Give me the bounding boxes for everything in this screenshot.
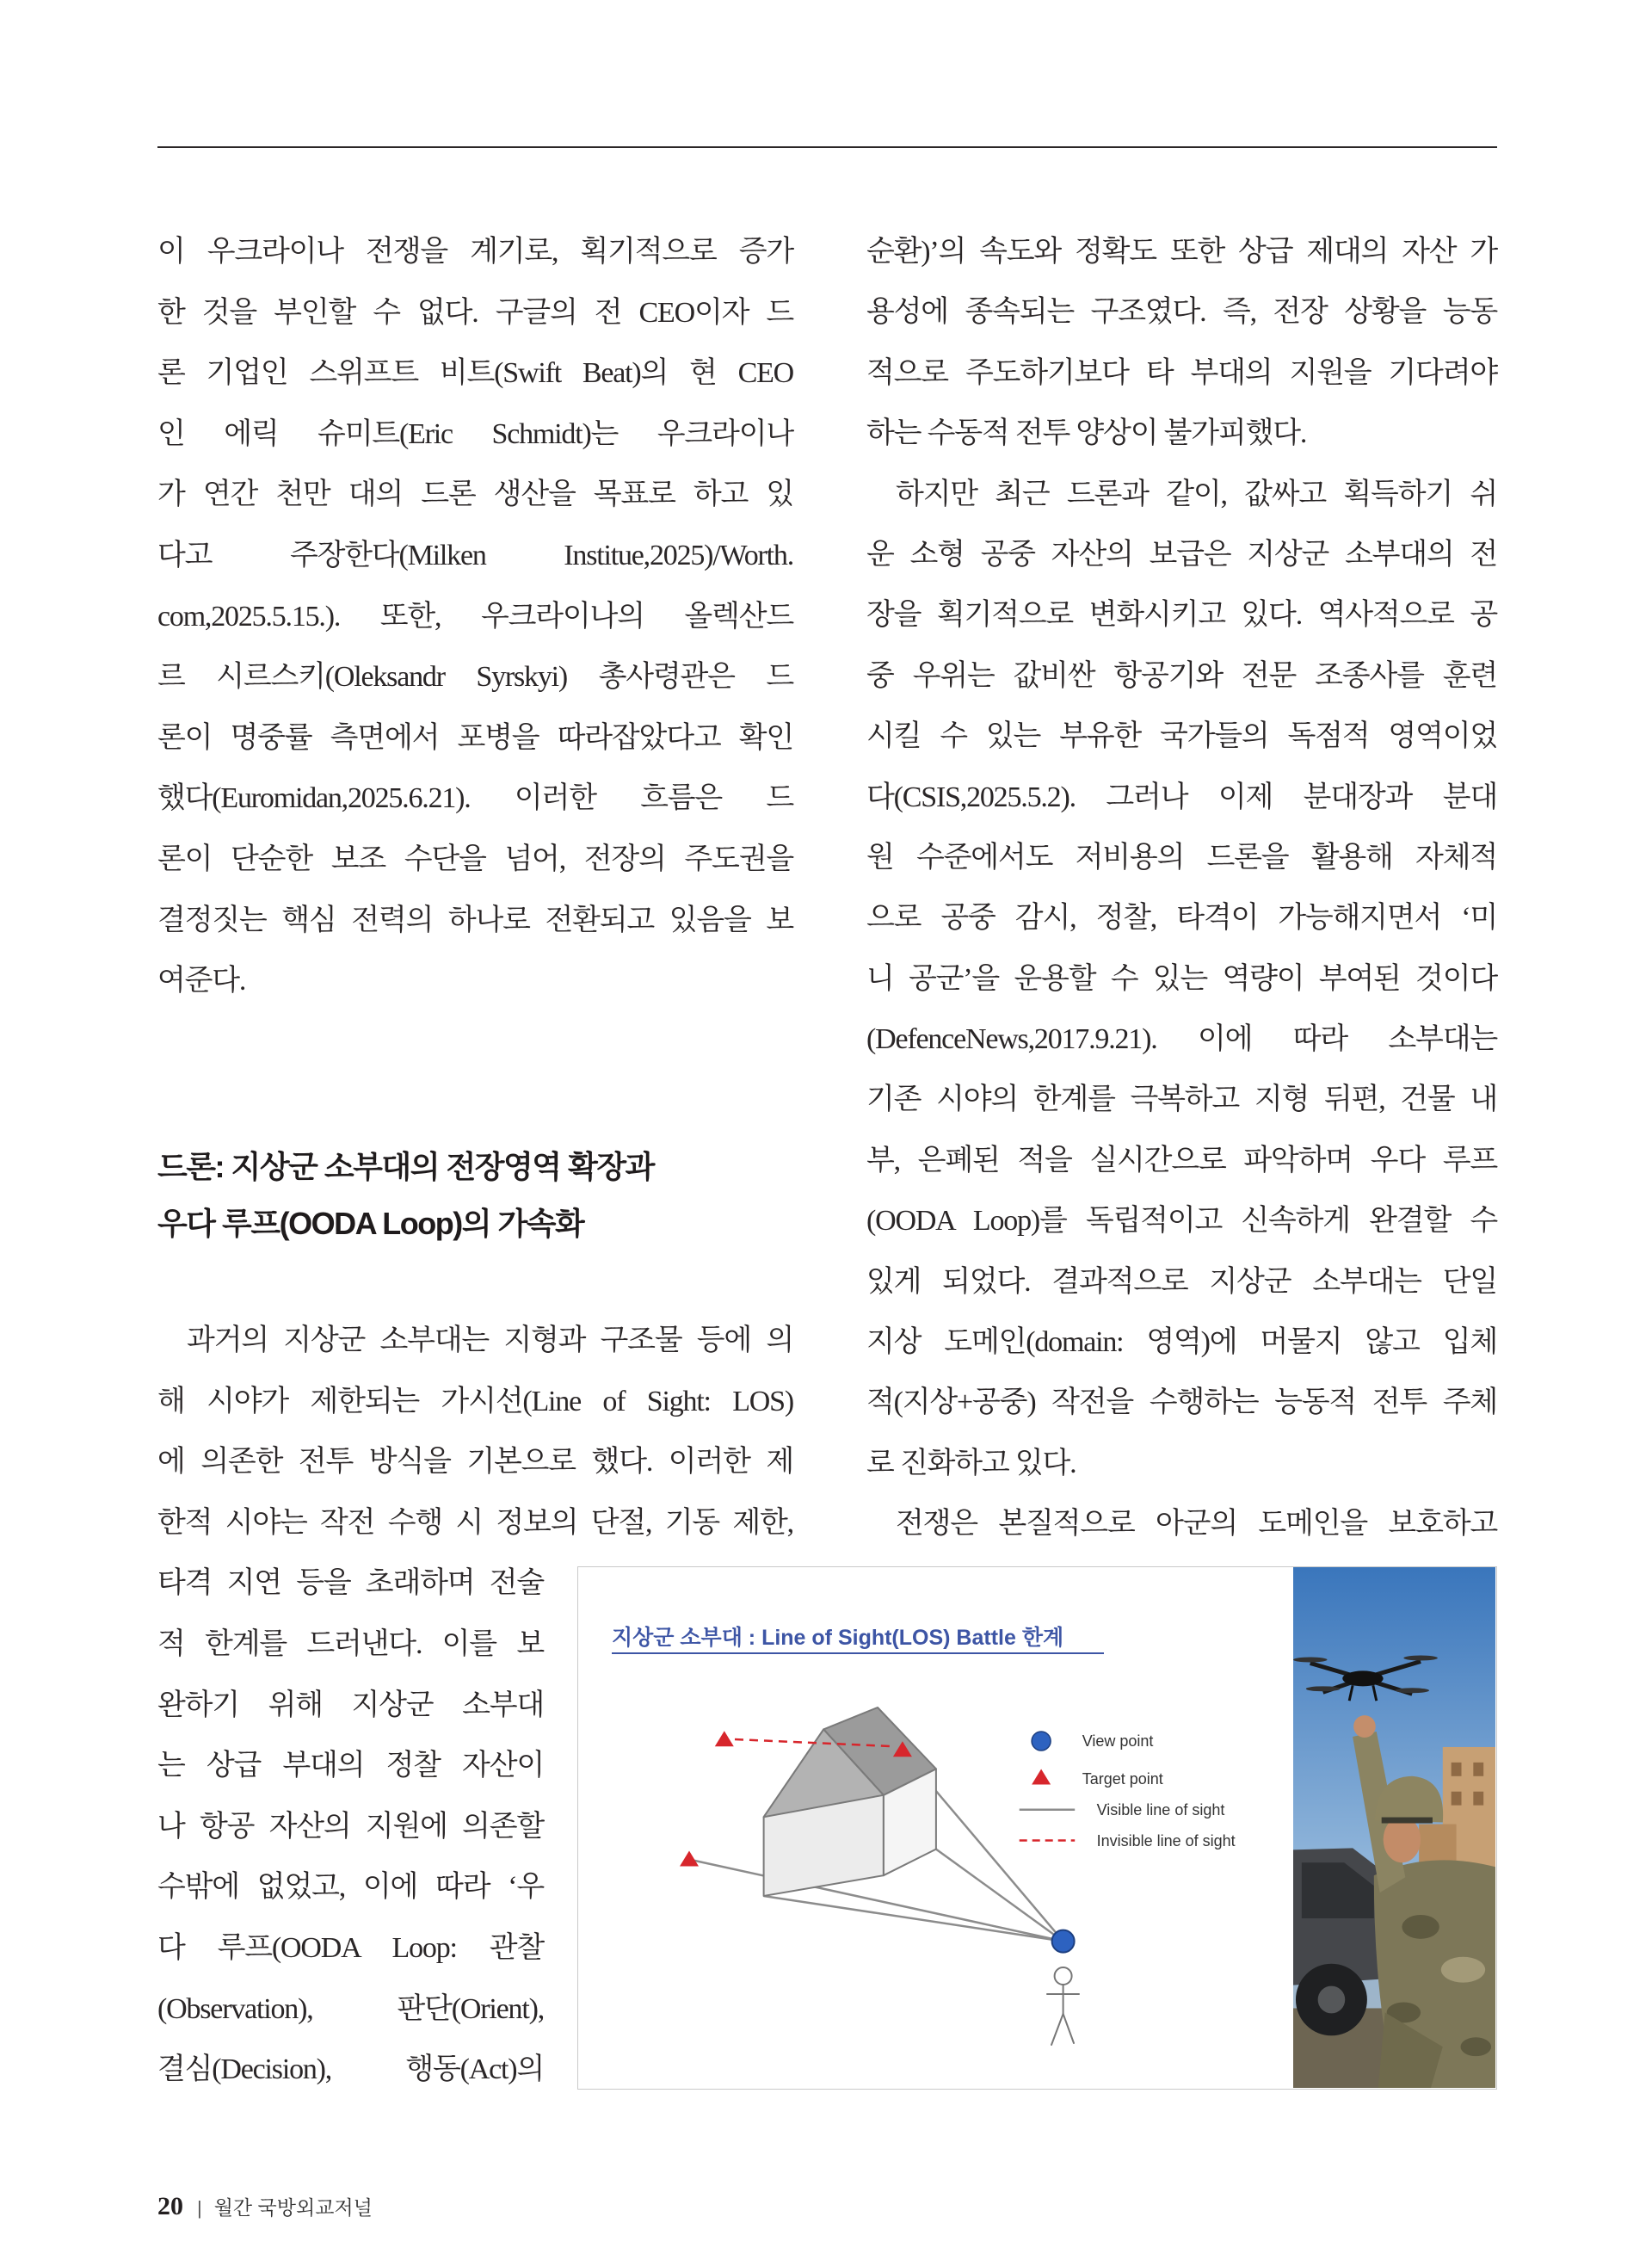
legend-label: Target point bbox=[1082, 1770, 1163, 1788]
footer-separator: | bbox=[197, 2197, 202, 2219]
section-heading-line: 드론: 지상군 소부대의 전장영역 확장과 bbox=[157, 1149, 654, 1184]
text-line: 적으로 주도하기보다 타 부대의 지원을 기다려야 bbox=[866, 356, 1497, 389]
drone-body bbox=[1342, 1670, 1383, 1686]
building-window bbox=[1452, 1763, 1462, 1776]
text-line: 원 수준에서도 저비용의 드론을 활용해 자체적 bbox=[866, 841, 1497, 874]
left-column-paragraph-1 bbox=[157, 222, 793, 1012]
section-heading-line: 우다 루프(OODA Loop)의 가속화 bbox=[157, 1206, 584, 1241]
text-line: 가 연간 천만 대의 드론 생산을 목표로 하고 있 bbox=[157, 479, 793, 511]
text-line: 론이 단순한 보조 수단을 넘어, 전장의 주도권을 bbox=[157, 843, 793, 875]
text-line: 이 우크라이나 전쟁을 계기로, 획기적으로 증가 bbox=[157, 236, 793, 268]
drone-rotor bbox=[1395, 1688, 1428, 1693]
text-line: com,2025.5.15.). 또한, 우크라이나의 올렉산드 bbox=[157, 600, 793, 633]
text-line: 다고 주장한다(Milken Institue,2025)/Worth. bbox=[157, 539, 793, 571]
text-line: 과거의 지상군 소부대는 지형과 구조물 등에 의 bbox=[187, 1325, 793, 1356]
text-line: 타격 지연 등을 초래하며 전술 bbox=[157, 1567, 544, 1600]
text-line: 하지만 최근 드론과 같이, 값싸고 획득하기 쉬 bbox=[896, 478, 1497, 510]
text-line: 적 한계를 드러낸다. 이를 보 bbox=[157, 1627, 544, 1660]
helmet-band bbox=[1382, 1818, 1433, 1824]
section-heading bbox=[157, 1139, 793, 1252]
page-number: 20 bbox=[157, 2192, 183, 2220]
text-line: 했다(Euromidan,2025.6.21). 이러한 흐름은 드 bbox=[157, 782, 793, 815]
blue-circle-icon bbox=[1032, 1732, 1051, 1751]
los-battle-figure bbox=[577, 1566, 1497, 2090]
text-line: (OODA Loop)를 독립적이고 신속하게 완결할 수 bbox=[866, 1205, 1497, 1238]
text-line: 결정짓는 핵심 전력의 하나로 전환되고 있음을 보 bbox=[157, 904, 793, 936]
text-line: 전쟁은 본질적으로 아군의 도메인을 보호하고 bbox=[896, 1508, 1497, 1541]
drone-rotor bbox=[1293, 1657, 1327, 1662]
text-line: 부, 은폐된 적을 실시간으로 파악하며 우다 루프 bbox=[866, 1144, 1497, 1176]
legend-label: Invisible line of sight bbox=[1096, 1832, 1236, 1849]
text-line: 론 기업인 스위프트 비트(Swift Beat)의 현 CEO bbox=[157, 357, 793, 390]
text-line: 하는 수동적 전투 양상이 불가피했다. bbox=[866, 417, 1307, 450]
text-line: 으로 공중 감시, 정찰, 타격이 가능해지면서 ‘미 bbox=[866, 902, 1497, 935]
figure-title: 지상군 소부대 : Line of Sight(LOS) Battle 한계 bbox=[612, 1626, 1064, 1650]
view-point-icon bbox=[1052, 1930, 1075, 1953]
text-line: (Observation), 판단(Orient), bbox=[157, 1992, 544, 2025]
text-line: 다(CSIS,2025.5.2). 그러나 이제 분대장과 분대 bbox=[866, 781, 1497, 813]
text-line: 완하기 위해 지상군 소부대 bbox=[157, 1689, 544, 1721]
building-window bbox=[1452, 1792, 1462, 1806]
text-line: 있게 되었다. 결과적으로 지상군 소부대는 단일 bbox=[866, 1265, 1497, 1298]
text-line: 로 진화하고 있다. bbox=[866, 1447, 1076, 1479]
drone-rotor bbox=[1306, 1686, 1340, 1691]
text-line: 장을 획기적으로 변화시키고 있다. 역사적으로 공 bbox=[866, 599, 1497, 632]
text-line: 기존 시야의 한계를 극복하고 지형 뒤편, 건물 내 bbox=[866, 1084, 1497, 1116]
text-line: 한적 시야는 작전 수행 시 정보의 단절, 기동 제한, bbox=[157, 1506, 793, 1539]
text-line: 용성에 종속되는 구조였다. 즉, 전장 상황을 능동 bbox=[866, 296, 1497, 329]
text-line: 해 시야가 제한되는 가시선(Line of Sight: LOS) bbox=[157, 1385, 793, 1417]
text-line: 여준다. bbox=[157, 965, 246, 997]
text-line: 에 의존한 전투 방식을 기본으로 했다. 이러한 제 bbox=[157, 1446, 793, 1479]
text-line: 지상 도메인(domain: 영역)에 머물지 않고 입체 bbox=[866, 1326, 1497, 1359]
text-line: 중 우위는 값비싼 항공기와 전문 조종사를 훈련 bbox=[866, 659, 1497, 692]
right-column bbox=[866, 222, 1497, 1555]
building-window bbox=[1473, 1763, 1483, 1776]
vehicle-hub bbox=[1318, 1986, 1346, 2014]
text-line: 르 시르스키(Oleksandr Syrskyi) 총사령관은 드 bbox=[157, 661, 793, 694]
los-diagram bbox=[578, 1567, 1293, 2088]
text-line: (DefenceNews,2017.9.21). 이에 따라 소부대는 bbox=[866, 1023, 1497, 1056]
text-line: 순환)’의 속도와 정확도 또한 상급 제대의 자산 가 bbox=[866, 236, 1497, 268]
soldier-hand bbox=[1353, 1715, 1376, 1738]
header-rule bbox=[157, 146, 1497, 148]
text-line: 다 루프(OODA Loop: 관찰 bbox=[157, 1931, 544, 1964]
text-line: 시킬 수 있는 부유한 국가들의 독점적 영역이었 bbox=[866, 720, 1497, 753]
legend-label: View point bbox=[1082, 1732, 1154, 1750]
text-line: 니 공군’을 운용할 수 있는 역량이 부여된 것이다 bbox=[866, 962, 1497, 995]
camo-pattern bbox=[1441, 1957, 1485, 1983]
page-footer bbox=[157, 2189, 373, 2224]
publication-name: 월간 국방외교저널 bbox=[213, 2196, 373, 2219]
building-window bbox=[1473, 1792, 1483, 1806]
legend-label: Visible line of sight bbox=[1096, 1801, 1225, 1818]
text-line: 는 상급 부대의 정찰 자산이 bbox=[157, 1750, 544, 1782]
camo-pattern bbox=[1402, 1915, 1439, 1939]
soldier-face bbox=[1384, 1817, 1421, 1863]
text-line: 인 에릭 슈미트(Eric Schmidt)는 우크라이나 bbox=[157, 417, 793, 450]
text-line: 론이 명중률 측면에서 포병을 따라잡았다고 확인 bbox=[157, 721, 793, 754]
camo-pattern bbox=[1461, 2037, 1492, 2056]
text-line: 적(지상+공중) 작전을 수행하는 능동적 전투 주체 bbox=[866, 1386, 1497, 1419]
text-line: 운 소형 공중 자산의 보급은 지상군 소부대의 전 bbox=[866, 538, 1497, 571]
text-line: 결심(Decision), 행동(Act)의 bbox=[157, 2053, 544, 2086]
drone-rotor bbox=[1403, 1655, 1437, 1660]
text-line: 수밖에 없었고, 이에 따라 ‘우 bbox=[157, 1871, 544, 1904]
text-line: 한 것을 부인할 수 없다. 구글의 전 CEO이자 드 bbox=[157, 296, 793, 329]
text-line: 나 항공 자산의 지원에 의존할 bbox=[157, 1810, 544, 1843]
soldier-drone-photo bbox=[1293, 1567, 1495, 2088]
